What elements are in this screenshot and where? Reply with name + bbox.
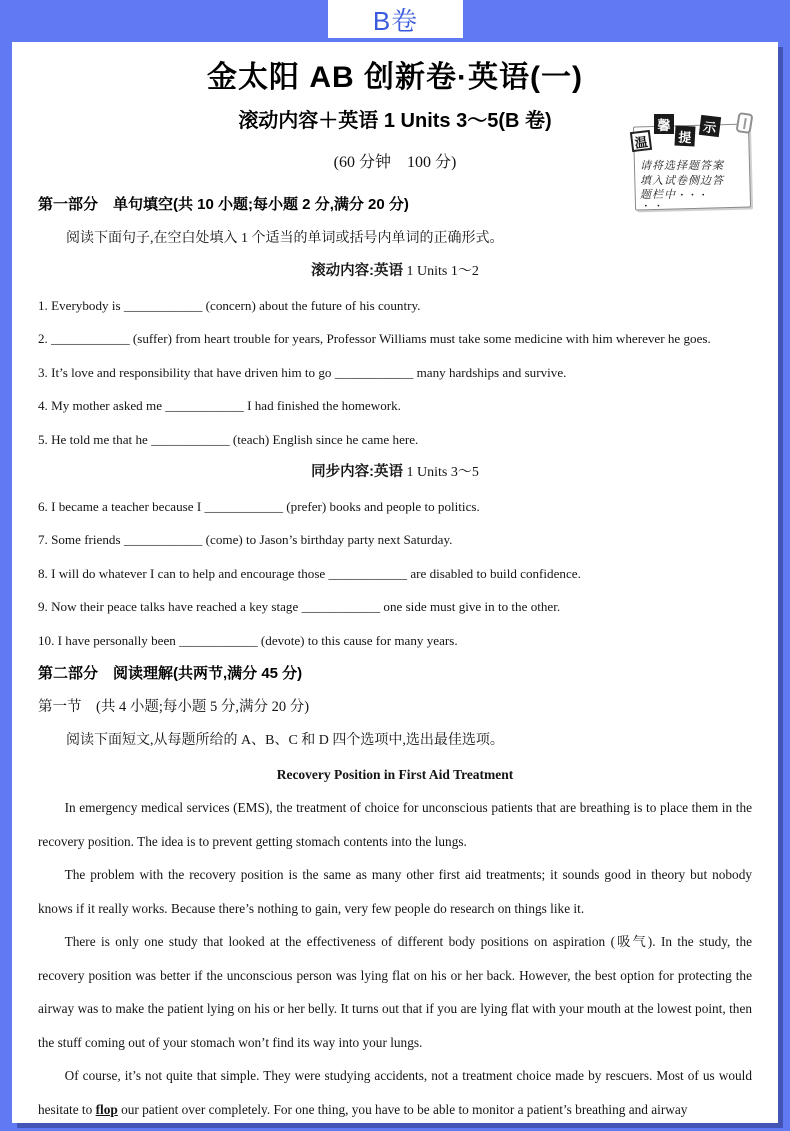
roll-content-label-en: 1 Units 1～2 [402, 264, 479, 279]
passage-paragraph-3: There is only one study that looked at the effectiveness of different body positions on aspiration (吸气). In the study, the recovery position was better if the unconscious person was lying flat on his or her back. However, the best option for protecting the airway was to make the patient lying on his or her belly. It turns out that if you are lying flat with your mouth at the lowest point, then the stuff coming out of your stomach won’t find its way into your lungs. [38, 934, 752, 1050]
paper-version-label: B卷 [372, 5, 419, 36]
fill-blank-item-2: 2. ____________ (suffer) from heart trouble for years, Professor Williams must take some medicine with him wherever he goes. [38, 331, 711, 346]
exam-title: 金太阳 AB 创新卷·英语(一) [207, 61, 583, 94]
fill-blank-item-3: 3. It’s love and responsibility that have driven him to go ____________ many hardships and survive. [38, 364, 567, 380]
reminder-note [628, 115, 754, 211]
highlighted-word-flop: flop [95, 1101, 118, 1117]
fill-blank-item-8: 8. I will do whatever I can to help and encourage those ____________ are disabled to build confidence. [38, 565, 581, 581]
fill-blank-item-10: 10. I have personally been ____________ (devote) to this cause for many years. [38, 632, 458, 648]
part2-instruction: 阅读下面短文,从每题所给的 A、B、C 和 D 四个选项中,选出最佳选项。 [66, 733, 504, 748]
note-title-char: 温 [630, 130, 652, 152]
fill-blank-item-1: 1. Everybody is ____________ (concern) about the future of his country. [38, 297, 421, 313]
fill-blank-item-5: 5. He told me that he ____________ (teach) English since he came here. [38, 431, 419, 447]
note-message [640, 159, 740, 212]
fill-blank-item-6: 6. I became a teacher because I ____________ (prefer) books and people to politics. [38, 498, 480, 514]
note-title [628, 115, 754, 157]
emphasis-dots: ·· [644, 199, 670, 212]
roll-content-label-cn: 滚动内容:英语 [311, 263, 403, 279]
passage-title: Recovery Position in First Aid Treatment [276, 766, 514, 782]
fill-blank-item-7: 7. Some friends ____________ (come) to Jason’s birthday party next Saturday. [38, 532, 453, 547]
time-score-line: (60 分钟 100 分) [333, 154, 457, 171]
paper-version-tab [328, 0, 463, 38]
paragraph-4-text: Of course, it’s not quite that simple. They were studying accidents, not a treatment choice made by rescuers. Most of us would hesitate to [38, 1068, 752, 1117]
note-title-char: 示 [699, 115, 721, 137]
note-title-char: 提 [674, 125, 695, 146]
passage-paragraph-1: In emergency medical services (EMS), the treatment of choice for unconscious patients that are breathing is to place them in the recovery position. The idea is to prevent getting stomach contents into the lungs. [38, 800, 752, 849]
paragraph-4-text: our patient over completely. For one thing, you have to be able to monitor a patient’s breathing and airway [117, 1101, 688, 1117]
roll-content-label [38, 255, 752, 289]
part2-section-line: 第一节 (共 4 小题;每小题 5 分,满分 20 分) [38, 698, 310, 715]
passage-paragraph-2: The problem with the recovery position is the same as many other first aid treatments; it sounds good in theory but nobody knows if it really works. Because there’s nothing to gain, very few people do research on things like it. [38, 867, 752, 916]
sync-content-label-en: 1 Units 3～5 [402, 465, 479, 480]
sync-content-label-cn: 同步内容:英语 [311, 464, 403, 480]
sync-content-label [38, 456, 752, 490]
note-line: 题栏中 [640, 189, 676, 201]
fill-blank-item-4: 4. My mother asked me ____________ I had finished the homework. [38, 398, 401, 413]
exam-page [12, 42, 778, 1123]
part1-instruction: 阅读下面句子,在空白处填入 1 个适当的单词或括号内单词的正确形式。 [66, 230, 504, 246]
passage-paragraph-4 [38, 1059, 752, 1123]
part2-heading: 第二部分 阅读理解(共两节,满分 45 分) [38, 665, 303, 682]
part1-heading: 第一部分 单句填空(共 10 小题;每小题 2 分,满分 20 分) [38, 196, 409, 213]
exam-subtitle: 滚动内容＋英语 1 Units 3～5(B 卷) [238, 110, 552, 132]
note-line: 填入试卷侧边答 [640, 174, 724, 187]
note-title-char: 馨 [654, 114, 674, 134]
emphasis-dots: ··· [680, 189, 713, 201]
note-line: 请将选择题答案 [640, 160, 724, 172]
exam-body [38, 188, 752, 1123]
fill-blank-item-9: 9. Now their peace talks have reached a key stage ____________ one side must give in to the other. [38, 599, 561, 614]
